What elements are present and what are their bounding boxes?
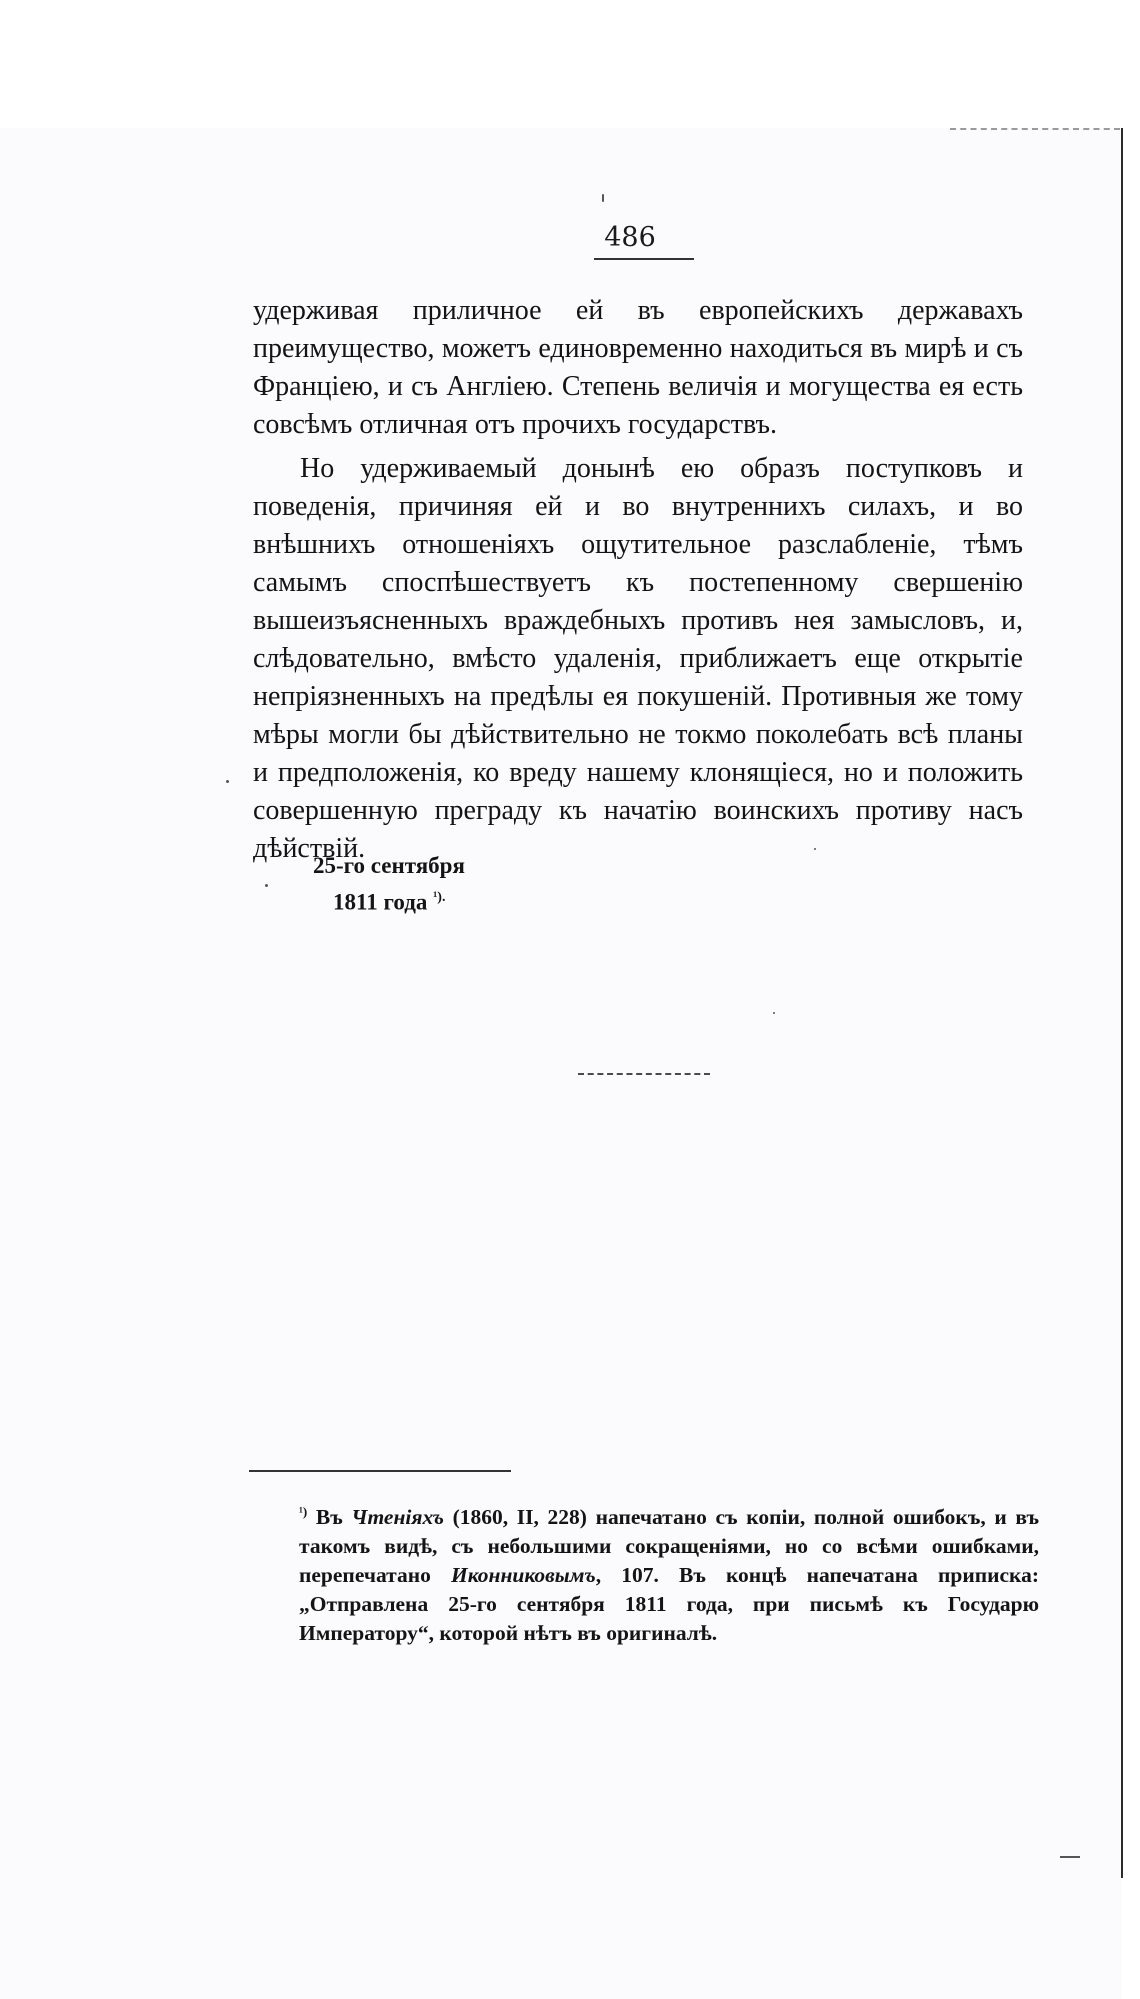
ink-speck: [602, 194, 604, 202]
footnote-ref: ¹).: [433, 890, 446, 905]
section-end-rule: [578, 1073, 710, 1075]
footnote-part: (1860, II, 228) напечатано съ копiи, полной ошибокъ, и въ такомъ видѣ, съ небольшими сокращенiями, но со всѣми ошибками, перепечатано: [299, 1505, 1039, 1588]
source-title: Чтенiяхъ: [351, 1505, 444, 1530]
paragraph: удерживая приличное ей въ европейскихъ державахъ преимущество, можетъ единовременно находиться въ мирѣ и съ Францiею, и съ Англiею. Степень величiя и могущества ея есть совсѣмъ отличная отъ прочихъ государствъ.: [253, 295, 1023, 440]
page-number-rule: [594, 258, 694, 260]
footnote-part: Въ: [315, 1505, 343, 1530]
main-text: [253, 292, 1023, 874]
ink-speck: [265, 884, 268, 887]
year-line: [313, 882, 465, 919]
page-edge-line: [1121, 128, 1123, 1878]
ink-speck: [226, 780, 229, 783]
page-number: 486: [604, 222, 656, 253]
footnote: [249, 1497, 1039, 1648]
footnote-rule: [249, 1470, 511, 1472]
year-text: 1811 года: [333, 889, 428, 915]
footnote-text: [249, 1497, 1039, 1648]
paragraph: Но удерживаемый донынѣ ею образъ поступковъ и поведенiя, причиняя ей и во внутреннихъ силахъ, и во внѣшнихъ отношенiяхъ ощутительное разслабленiе, тѣмъ самымъ споспѣшествуетъ къ постепенному свершенiю вышеизъясненныхъ враждебныхъ противъ нея замысловъ, и, слѣдовательно, вмѣсто удаленiя, приближаетъ еще открытiе непрiязненныхъ на предѣлы ея покушенiй. Противныя же тому мѣры могли бы дѣйствительно не токмо поколебать всѣ планы и предположенiя, ко вреду нашему клонящiеся, но и положить совершенную преграду къ начатiю воинскихъ противу насъ дѣйствiй.: [253, 453, 1023, 864]
author-name: Иконниковымъ: [450, 1563, 596, 1588]
ink-speck: [773, 1012, 775, 1014]
margin-mark: [1060, 1856, 1080, 1858]
footnote-marker: ¹): [299, 1504, 308, 1519]
footnote-part: , 107. Въ концѣ напечатана приписка: „Отправлена 25-го сентября 1811 года, при письмѣ къ Государю Императору“, которой нѣтъ въ оригиналѣ.: [299, 1563, 1039, 1646]
date-line: 25-го сентября: [313, 853, 465, 878]
top-edge-mark: [950, 128, 1120, 130]
date-signature: [313, 850, 465, 919]
